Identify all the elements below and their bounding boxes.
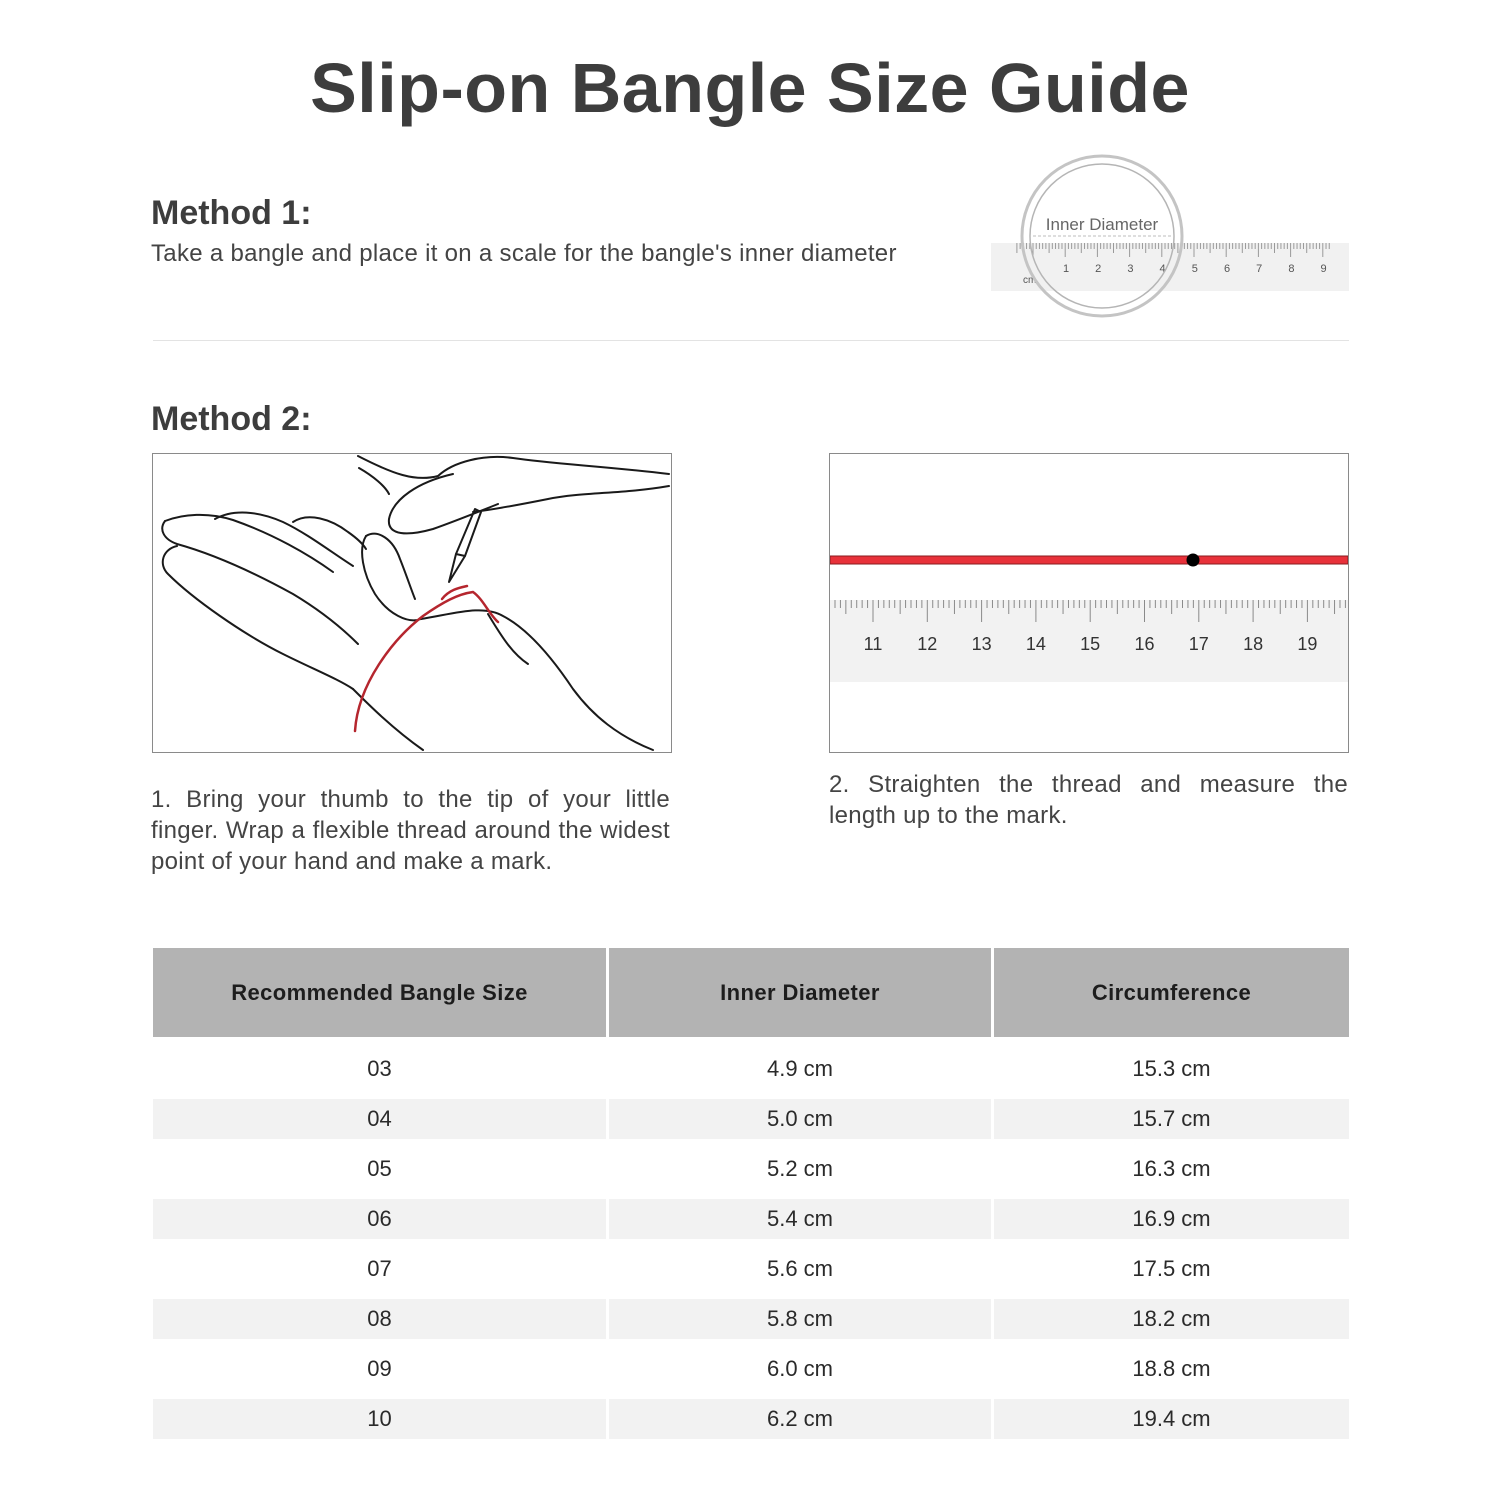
cell-inner-diameter: 5.6 cm: [766, 1256, 834, 1281]
thread-mark: [1187, 554, 1200, 567]
header-circumference: Circumference: [994, 948, 1349, 1037]
table-row: [153, 1149, 1349, 1189]
ruler-number: 11: [863, 634, 883, 654]
ruler-number: 12: [917, 634, 938, 654]
cell-size: 03: [367, 1056, 392, 1081]
table-row: [153, 1349, 1349, 1389]
step-2-instruction: 2. Straighten the thread and measure the length up to the mark.: [829, 771, 1348, 829]
cell-inner-diameter: 6.0 cm: [766, 1356, 834, 1381]
ruler-number: 5: [1191, 263, 1198, 275]
table-row: [153, 1049, 1349, 1089]
cell-inner-diameter: 5.4 cm: [609, 1199, 991, 1239]
hand-thread-illustration: [152, 453, 672, 753]
cell-inner-diameter: 4.9 cm: [766, 1056, 834, 1081]
table-row: [153, 1399, 1349, 1439]
cell-size: 09: [367, 1356, 392, 1381]
ruler-number: 16: [1134, 634, 1155, 654]
cell-size: 07: [367, 1256, 392, 1281]
cell-inner-diameter: 6.2 cm: [609, 1399, 991, 1439]
ruler-number: 7: [1256, 263, 1263, 275]
bangle-on-ruler-illustration: [988, 150, 1358, 325]
cell-circumference: 15.7 cm: [994, 1099, 1349, 1139]
ruler-number: 4: [1159, 263, 1166, 275]
method-1-description: Take a bangle and place it on a scale for the bangle's inner diameter: [151, 240, 897, 267]
ruler-unit-label: cm: [1023, 275, 1037, 286]
header-recommended-size: Recommended Bangle Size: [153, 948, 606, 1037]
ruler-strip: [991, 243, 1349, 291]
cell-size: 10: [153, 1399, 606, 1439]
cell-inner-diameter: 5.8 cm: [609, 1299, 991, 1339]
ruler-number: 18: [1243, 634, 1264, 654]
straightened-thread: [830, 556, 1348, 564]
thread: [355, 586, 498, 731]
cell-size: 05: [367, 1156, 392, 1181]
ruler-number: 8: [1288, 263, 1295, 275]
method-1-heading: Method 1:: [151, 194, 312, 232]
ruler-number: 6: [1223, 263, 1231, 275]
cell-circumference: 17.5 cm: [1132, 1256, 1211, 1281]
ruler-number: 15: [1080, 634, 1101, 654]
section-divider: [153, 340, 1349, 341]
cell-inner-diameter: 5.0 cm: [609, 1099, 991, 1139]
table-row: [153, 1249, 1349, 1289]
page-title: Slip-on Bangle Size Guide: [310, 49, 1190, 127]
cell-circumference: 18.2 cm: [994, 1299, 1349, 1339]
upper-hand-outline: [358, 456, 669, 478]
cell-circumference: 16.9 cm: [994, 1199, 1349, 1239]
ruler-number: 2: [1095, 263, 1102, 275]
inner-diameter-label: Inner Diameter: [1045, 215, 1159, 234]
method-2-heading: Method 2:: [151, 400, 312, 438]
cell-circumference: 18.8 cm: [1132, 1356, 1211, 1381]
palm-outline: [162, 521, 358, 644]
cell-size: 06: [153, 1199, 606, 1239]
ruler-number: 17: [1188, 634, 1209, 654]
cell-size: 08: [153, 1299, 606, 1339]
ruler-number: 1: [1062, 263, 1070, 275]
ruler-number: 14: [1025, 634, 1046, 654]
thread-ruler-illustration: [829, 453, 1349, 753]
ruler-number: 3: [1127, 263, 1134, 275]
step-1-instruction: 1. Bring your thumb to the tip of your little finger. Wrap a flexible thread around the widest point of your hand and make a mark.: [151, 786, 670, 875]
table-row: [153, 1299, 1349, 1339]
ruler-number: 9: [1320, 263, 1327, 275]
cell-inner-diameter: 5.2 cm: [766, 1156, 834, 1181]
cell-circumference: 16.3 cm: [1132, 1156, 1211, 1181]
table-row: [153, 1199, 1349, 1239]
cell-circumference: 19.4 cm: [994, 1399, 1349, 1439]
cell-circumference: 15.3 cm: [1132, 1056, 1211, 1081]
table-row: [153, 1099, 1349, 1139]
header-inner-diameter: Inner Diameter: [609, 948, 991, 1037]
ruler-number: 13: [971, 634, 992, 654]
ruler-number: 19: [1297, 634, 1318, 654]
table-header-row: [153, 948, 1349, 1037]
size-table: [153, 948, 1349, 1439]
cell-size: 04: [153, 1099, 606, 1139]
